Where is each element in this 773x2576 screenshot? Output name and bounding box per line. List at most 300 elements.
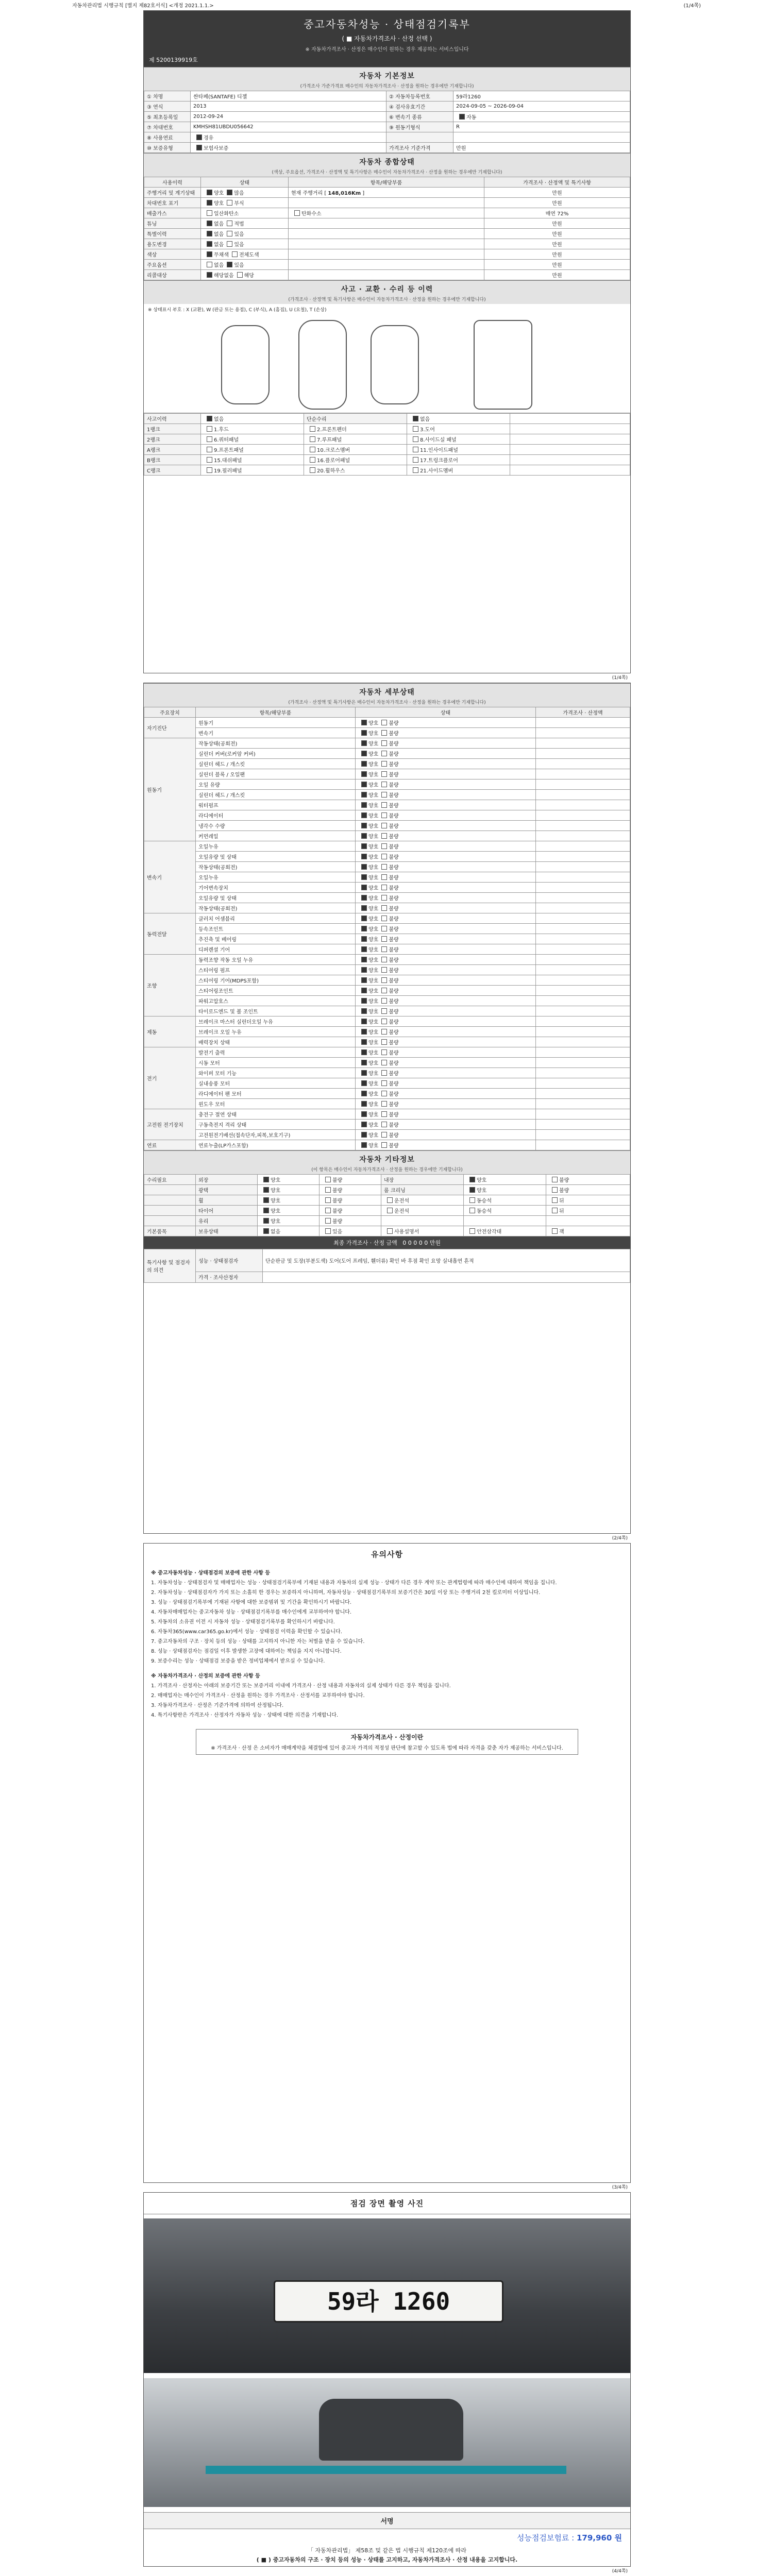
row-label: 단순수리: [304, 414, 407, 424]
checkbox-icon[interactable]: [381, 1029, 387, 1035]
checkbox-icon[interactable]: [207, 467, 212, 473]
table-row: [144, 924, 630, 934]
checkbox-label: 있음: [234, 232, 244, 238]
checkbox-icon[interactable]: [263, 1208, 269, 1213]
checkbox-label: 20.휠하우스: [317, 468, 345, 474]
checkbox-icon[interactable]: [381, 761, 387, 767]
field-label: ② 자동차등록번호: [386, 91, 453, 101]
checkbox-icon[interactable]: [381, 988, 387, 993]
item-label: 연료누출(LP가스포함): [196, 1140, 356, 1150]
checkbox-icon[interactable]: [361, 864, 367, 870]
checkbox-icon[interactable]: [227, 200, 232, 206]
checkbox-icon[interactable]: [361, 895, 367, 901]
checkbox-icon[interactable]: [381, 998, 387, 1004]
table-row: [144, 955, 630, 965]
checkbox-icon[interactable]: [381, 1060, 387, 1065]
checkbox-icon[interactable]: [361, 1049, 367, 1055]
checkbox-icon[interactable]: [263, 1187, 269, 1193]
row-label: 사고이력: [144, 414, 201, 424]
checkbox-icon[interactable]: [381, 1008, 387, 1014]
item-state: [356, 944, 536, 955]
item-state: [356, 1058, 536, 1068]
table-row: [144, 1272, 630, 1282]
checkbox-icon[interactable]: [207, 436, 212, 442]
row-label: 광택: [196, 1185, 258, 1195]
checkbox-icon[interactable]: [361, 1101, 367, 1107]
checkbox-icon[interactable]: [263, 1218, 269, 1224]
checkbox-icon[interactable]: [361, 957, 367, 962]
item-label: 고전원전기배선(접속단자,피복,보호기구): [196, 1130, 356, 1140]
table-row: [144, 986, 630, 996]
checkbox-icon[interactable]: [413, 457, 418, 463]
checkbox-icon[interactable]: [361, 812, 367, 818]
checkbox-icon[interactable]: [381, 730, 387, 736]
checkbox-icon[interactable]: [381, 1019, 387, 1024]
field-label: ⑨ 원동기형식: [386, 122, 453, 132]
checkbox-label: 경유: [204, 135, 214, 141]
detail-table: [144, 707, 630, 1150]
row-state: [320, 1226, 381, 1236]
checkbox-icon[interactable]: [361, 1029, 367, 1035]
checkbox-label: 양호: [368, 968, 379, 974]
checkbox-icon[interactable]: [361, 946, 367, 952]
field-label: ⑩ 보증유형: [144, 143, 191, 153]
checkbox-icon[interactable]: [361, 905, 367, 911]
table-row: [144, 883, 630, 893]
inspection-photo-front: [144, 2218, 630, 2373]
checkbox-icon[interactable]: [381, 720, 387, 725]
checkbox-label: 양호: [368, 999, 379, 1005]
guide-paragraph: 4. 자동차매매업자는 중고자동차 성능 · 상태점검기록부를 매수인에게 교부하여야 합니다.: [151, 1609, 352, 1615]
checkbox-label: 양호: [368, 906, 379, 912]
checkbox-icon[interactable]: [469, 1228, 475, 1234]
checkbox-label: 양호: [368, 1143, 379, 1149]
row-label: A랭크: [144, 445, 201, 455]
checkbox-icon[interactable]: [469, 1177, 475, 1182]
checkbox-icon[interactable]: [325, 1177, 331, 1182]
checkbox-icon[interactable]: [381, 967, 387, 973]
checkbox-icon[interactable]: [310, 436, 315, 442]
checkbox-icon[interactable]: [361, 967, 367, 973]
row-state: [201, 218, 289, 229]
checkbox-icon[interactable]: [361, 854, 367, 859]
checkbox-icon[interactable]: [381, 895, 387, 901]
table-row: [144, 913, 630, 924]
checkbox-icon[interactable]: [263, 1197, 269, 1203]
column-header: 주요장치: [144, 707, 196, 718]
checkbox-icon[interactable]: [196, 145, 202, 150]
checkbox-icon[interactable]: [361, 833, 367, 839]
checkbox-icon[interactable]: [227, 190, 232, 195]
item-state: [356, 831, 536, 841]
checkbox-icon[interactable]: [361, 1132, 367, 1138]
checkbox-icon[interactable]: [381, 792, 387, 798]
row-state: [258, 1185, 320, 1195]
checkbox-icon[interactable]: [381, 1142, 387, 1148]
row-state: [381, 1195, 464, 1206]
checkbox-icon[interactable]: [227, 241, 232, 247]
checkbox-icon[interactable]: [361, 936, 367, 942]
item-state: [356, 1120, 536, 1130]
checkbox-icon[interactable]: [381, 957, 387, 962]
checkbox-icon[interactable]: [361, 998, 367, 1004]
row-label: 배출가스: [144, 208, 201, 218]
row-state: [320, 1216, 381, 1226]
row-state: [201, 424, 304, 434]
field-value: R: [453, 122, 630, 132]
checkbox-icon[interactable]: [227, 262, 232, 267]
table-row: [144, 249, 630, 260]
row-state: [464, 1195, 546, 1206]
final-price-bar: [144, 1236, 630, 1249]
checkbox-icon[interactable]: [381, 740, 387, 746]
table-row: [144, 1058, 630, 1068]
checkbox-icon[interactable]: [381, 936, 387, 942]
checkbox-icon[interactable]: [413, 436, 418, 442]
section-desc: (이 항목은 매수인이 자동차가격조사 · 산정을 원하는 경우에만 기재합니다): [311, 1167, 463, 1173]
table-row: [144, 1027, 630, 1037]
checkbox-icon[interactable]: [294, 210, 300, 216]
checkbox-icon[interactable]: [207, 272, 212, 278]
table-row: [144, 944, 630, 955]
checkbox-label: 2.프론트펜더: [317, 427, 347, 433]
checkbox-icon[interactable]: [413, 467, 418, 473]
checkbox-icon[interactable]: [207, 426, 212, 432]
table-header-row: [144, 707, 630, 718]
checkbox-icon[interactable]: [361, 1111, 367, 1117]
item-state: [356, 955, 536, 965]
item-label: 작동상태(공회전): [196, 738, 356, 749]
checkbox-icon[interactable]: [381, 1049, 387, 1055]
checkbox-icon[interactable]: [413, 426, 418, 432]
checkbox-icon[interactable]: [361, 874, 367, 880]
row-label: 휠: [196, 1195, 258, 1206]
checkbox-icon[interactable]: [207, 231, 212, 236]
checkbox-label: 1.후드: [214, 427, 229, 433]
table-row: [144, 239, 630, 249]
checkbox-label: 양호: [368, 803, 379, 809]
overall-status-table: [144, 177, 630, 280]
row-label: 특기사항 및 점검자의 의견: [144, 1249, 196, 1283]
checkbox-icon[interactable]: [381, 916, 387, 921]
checkbox-icon[interactable]: [381, 782, 387, 787]
checkbox-icon[interactable]: [381, 1101, 387, 1107]
checkbox-icon[interactable]: [196, 134, 202, 140]
checkbox-icon[interactable]: [552, 1208, 558, 1213]
checkbox-icon[interactable]: [381, 874, 387, 880]
checkbox-icon[interactable]: [207, 190, 212, 195]
item-state: [356, 986, 536, 996]
final-price-label: 최종 가격조사 · 산정 금액: [333, 1240, 397, 1246]
checkbox-icon[interactable]: [361, 1008, 367, 1014]
checkbox-icon[interactable]: [381, 771, 387, 777]
item-label: 타이로드엔드 및 볼 조인트: [196, 1006, 356, 1016]
row-state: [201, 260, 289, 270]
checkbox-icon[interactable]: [310, 447, 315, 452]
checkbox-icon[interactable]: [361, 1060, 367, 1065]
checkbox-label: 불량: [389, 947, 399, 953]
checkbox-label: 불량: [389, 731, 399, 737]
checkbox-label: 해당없음: [214, 273, 234, 279]
checkbox-label: 양호: [271, 1219, 281, 1225]
table-row: [144, 132, 630, 143]
checkbox-label: 동승석: [477, 1198, 492, 1204]
checkbox-icon[interactable]: [207, 241, 212, 247]
checkbox-icon[interactable]: [232, 251, 238, 257]
price-cell: [536, 965, 630, 975]
item-label: 파워고압호스: [196, 996, 356, 1006]
field-label: ④ 검사유효기간: [386, 101, 453, 112]
footer-line: ( ■ ) 중고자동차의 구조 · 장치 등의 성능 · 상태를 고지하고, 자동차가격조사 · 산정 내용을 고지합니다.: [256, 2556, 518, 2563]
checkbox-icon[interactable]: [381, 823, 387, 828]
row-label: 리콜대상: [144, 270, 201, 280]
table-row: [144, 1195, 630, 1206]
checkbox-icon[interactable]: [413, 447, 418, 452]
checkbox-icon[interactable]: [381, 864, 387, 870]
checkbox-icon[interactable]: [325, 1197, 331, 1203]
guide-paragraph: 2. 매매업자는 매수인이 가격조사 · 산정을 원하는 경우 가격조사 · 산정서를 교부하여야 합니다.: [151, 1693, 365, 1699]
checkbox-icon[interactable]: [552, 1228, 558, 1234]
checkbox-icon[interactable]: [381, 1039, 387, 1045]
checkbox-label: 양호: [368, 1123, 379, 1128]
price-cell: [536, 738, 630, 749]
checkbox-label: 불량: [389, 978, 399, 984]
checkbox-icon[interactable]: [325, 1208, 331, 1213]
checkbox-icon[interactable]: [381, 751, 387, 756]
guide-paragraph: 3. 자동차가격조사 · 산정은 기준가격에 의하여 산정됩니다.: [151, 1703, 284, 1708]
checkbox-icon[interactable]: [387, 1208, 393, 1213]
page-2: [143, 683, 631, 1534]
checkbox-icon[interactable]: [469, 1187, 475, 1193]
checkbox-icon[interactable]: [381, 1080, 387, 1086]
row-state: [201, 414, 304, 424]
checkbox-icon[interactable]: [207, 251, 212, 257]
checkbox-icon[interactable]: [361, 740, 367, 746]
checkbox-icon[interactable]: [361, 720, 367, 725]
row-state: [546, 1175, 630, 1185]
checkbox-icon[interactable]: [552, 1177, 558, 1182]
item-label: 브레이크 마스터 실린더오일 누유: [196, 1016, 356, 1027]
checkbox-icon[interactable]: [361, 1070, 367, 1076]
checkbox-icon[interactable]: [381, 905, 387, 911]
checkbox-icon[interactable]: [361, 916, 367, 921]
checkbox-label: 양호: [271, 1178, 281, 1183]
checkbox-icon[interactable]: [325, 1218, 331, 1224]
checkbox-icon[interactable]: [361, 1019, 367, 1024]
table-row: [144, 1047, 630, 1058]
checkbox-icon[interactable]: [381, 885, 387, 890]
checkbox-icon[interactable]: [387, 1228, 393, 1234]
price-cell: [536, 728, 630, 738]
row-label: 기본품목: [144, 1226, 196, 1236]
item-label: 추진축 및 베어링: [196, 934, 356, 944]
table-row: [144, 1037, 630, 1047]
checkbox-icon[interactable]: [207, 447, 212, 452]
price-cell: [536, 883, 630, 893]
checkbox-label: 양호: [368, 1020, 379, 1025]
table-row: [144, 91, 630, 101]
checkbox-icon[interactable]: [381, 802, 387, 808]
inspector-note-table: [144, 1249, 630, 1283]
row-state: [546, 1185, 630, 1195]
checkbox-icon[interactable]: [310, 457, 315, 463]
item-label: 오일유량 및 상태: [196, 852, 356, 862]
checkbox-icon[interactable]: [310, 426, 315, 432]
checkbox-icon[interactable]: [469, 1197, 475, 1203]
car-side-left-icon: [221, 325, 270, 404]
guide-title: 유의사항: [371, 1550, 403, 1559]
checkbox-icon[interactable]: [207, 200, 212, 206]
device-group-label: 전기: [144, 1047, 196, 1109]
guide-paragraph: 9. 보증수리는 성능 · 상태점검 보증을 받은 정비업체에서 받으실 수 있습니다.: [151, 1658, 325, 1664]
field-label: ⑦ 차대번호: [144, 122, 191, 132]
checkbox-label: 불량: [389, 1092, 399, 1097]
checkbox-icon[interactable]: [263, 1228, 269, 1234]
row-label: 주요옵션: [144, 260, 201, 270]
table-row: [144, 218, 630, 229]
checkbox-icon[interactable]: [227, 221, 232, 226]
table-row: [144, 414, 630, 424]
checkbox-label: 양호: [477, 1178, 487, 1183]
table-row: [144, 841, 630, 852]
checkbox-label: 양호: [271, 1188, 281, 1194]
checkbox-icon[interactable]: [207, 457, 212, 463]
checkbox-icon[interactable]: [361, 792, 367, 798]
checkbox-icon[interactable]: [381, 946, 387, 952]
checkbox-label: 불량: [389, 1030, 399, 1036]
checkbox-icon[interactable]: [381, 1111, 387, 1117]
checkbox-icon[interactable]: [361, 1080, 367, 1086]
checkbox-label: 양호: [477, 1188, 487, 1194]
checkbox-label: 양호: [368, 947, 379, 953]
checkbox-label: 불량: [389, 1123, 399, 1128]
item-state: [356, 1006, 536, 1016]
table-row: [144, 1089, 630, 1099]
checkbox-icon[interactable]: [361, 782, 367, 787]
checkbox-icon[interactable]: [361, 1122, 367, 1127]
inspector-note: 단순판금 및 도장(부분도색) 도어(도어 프레임, 휀더류) 확인 바 후점 확인 요망 실내흡연 흔적: [263, 1249, 630, 1272]
checkbox-icon[interactable]: [381, 926, 387, 931]
checkbox-icon[interactable]: [361, 771, 367, 777]
checkbox-icon[interactable]: [381, 812, 387, 818]
checkbox-icon[interactable]: [207, 210, 212, 216]
form-page-label: (1/4쪽): [683, 3, 701, 9]
checkbox-icon[interactable]: [361, 1039, 367, 1045]
checkbox-icon[interactable]: [207, 262, 212, 267]
checkbox-icon[interactable]: [325, 1228, 331, 1234]
checkbox-icon[interactable]: [381, 1132, 387, 1138]
checkbox-icon[interactable]: [310, 467, 315, 473]
item-label: 스티어링조인트: [196, 986, 356, 996]
checkbox-icon[interactable]: [381, 1122, 387, 1127]
row-label: 타이어: [196, 1206, 258, 1216]
table-row: [144, 759, 630, 769]
checkbox-label: 불량: [389, 752, 399, 757]
checkbox-icon[interactable]: [413, 416, 418, 421]
checkbox-label: 양호: [214, 201, 224, 207]
checkbox-icon[interactable]: [207, 221, 212, 226]
checkbox-icon[interactable]: [325, 1187, 331, 1193]
checkbox-label: 양호: [368, 978, 379, 984]
checkbox-icon[interactable]: [361, 761, 367, 767]
form-header-bar: [0, 0, 773, 8]
row-state: [201, 445, 304, 455]
accident-table: [144, 413, 630, 476]
checkbox-icon[interactable]: [227, 231, 232, 236]
checkbox-label: 불량: [389, 783, 399, 788]
section-desc: (색상, 주요옵션, 가격조사 · 산정액 및 특기사항은 매수인이 자동차가격조사 · 산정을 원하는 경우에만 기재합니다): [272, 170, 502, 175]
checkbox-icon[interactable]: [552, 1197, 558, 1203]
price-cell: [536, 1078, 630, 1089]
checkbox-icon[interactable]: [361, 802, 367, 808]
table-row: [144, 1175, 630, 1185]
checkbox-icon[interactable]: [361, 1091, 367, 1096]
checkbox-icon[interactable]: [381, 854, 387, 859]
checkbox-label: 불량: [389, 1112, 399, 1118]
checkbox-icon[interactable]: [469, 1208, 475, 1213]
table-row: [144, 975, 630, 986]
checkbox-icon[interactable]: [361, 843, 367, 849]
checkbox-label: 없음: [214, 222, 224, 227]
table-row: [144, 424, 630, 434]
item-label: 스티어링 펌프: [196, 965, 356, 975]
checkbox-icon[interactable]: [381, 843, 387, 849]
table-row: [144, 1068, 630, 1078]
item-label: 디퍼렌셜 기어: [196, 944, 356, 955]
checkbox-icon[interactable]: [387, 1197, 393, 1203]
checkbox-icon[interactable]: [361, 977, 367, 983]
row-state: [201, 455, 304, 465]
checkbox-label: 양호: [368, 1040, 379, 1046]
guide-section-1: [144, 1565, 630, 1724]
item-label: 변속기: [196, 728, 356, 738]
row-label: B랭크: [144, 455, 201, 465]
checkbox-icon[interactable]: [361, 1142, 367, 1148]
item-label: 실린더 커버(로커암 커버): [196, 749, 356, 759]
other-info-table: [144, 1174, 630, 1236]
checkbox-icon[interactable]: [361, 885, 367, 890]
table-row: [144, 790, 630, 800]
checkbox-icon[interactable]: [361, 730, 367, 736]
checkbox-icon[interactable]: [237, 272, 243, 278]
guide-paragraph: 4. 특기사항란은 가격조사 · 산정자가 자동차 성능 · 상태에 대한 의견을 기재합니다.: [151, 1713, 339, 1718]
checkbox-icon[interactable]: [361, 926, 367, 931]
item-state: [356, 924, 536, 934]
checkbox-icon[interactable]: [361, 823, 367, 828]
checkbox-icon[interactable]: [381, 833, 387, 839]
checkbox-icon[interactable]: [552, 1187, 558, 1193]
checkbox-icon[interactable]: [263, 1177, 269, 1182]
checkbox-icon[interactable]: [207, 416, 212, 421]
checkbox-label: 불량: [389, 886, 399, 891]
checkbox-icon[interactable]: [381, 1091, 387, 1096]
row-state: [258, 1175, 320, 1185]
item-state: [356, 1037, 536, 1047]
checkbox-icon[interactable]: [381, 977, 387, 983]
item-label: 오일누유: [196, 841, 356, 852]
item-state: [356, 1130, 536, 1140]
checkbox-icon[interactable]: [459, 114, 465, 120]
field-value: [191, 143, 386, 153]
item-label: 라디에이터 팬 모터: [196, 1089, 356, 1099]
checkbox-icon[interactable]: [361, 751, 367, 756]
checkbox-icon[interactable]: [381, 1070, 387, 1076]
item-label: 워터펌프: [196, 800, 356, 810]
checkbox-label: 양호: [368, 793, 379, 799]
item-state: [356, 800, 536, 810]
checkbox-label: 불량: [389, 1040, 399, 1046]
checkbox-icon[interactable]: [361, 988, 367, 993]
